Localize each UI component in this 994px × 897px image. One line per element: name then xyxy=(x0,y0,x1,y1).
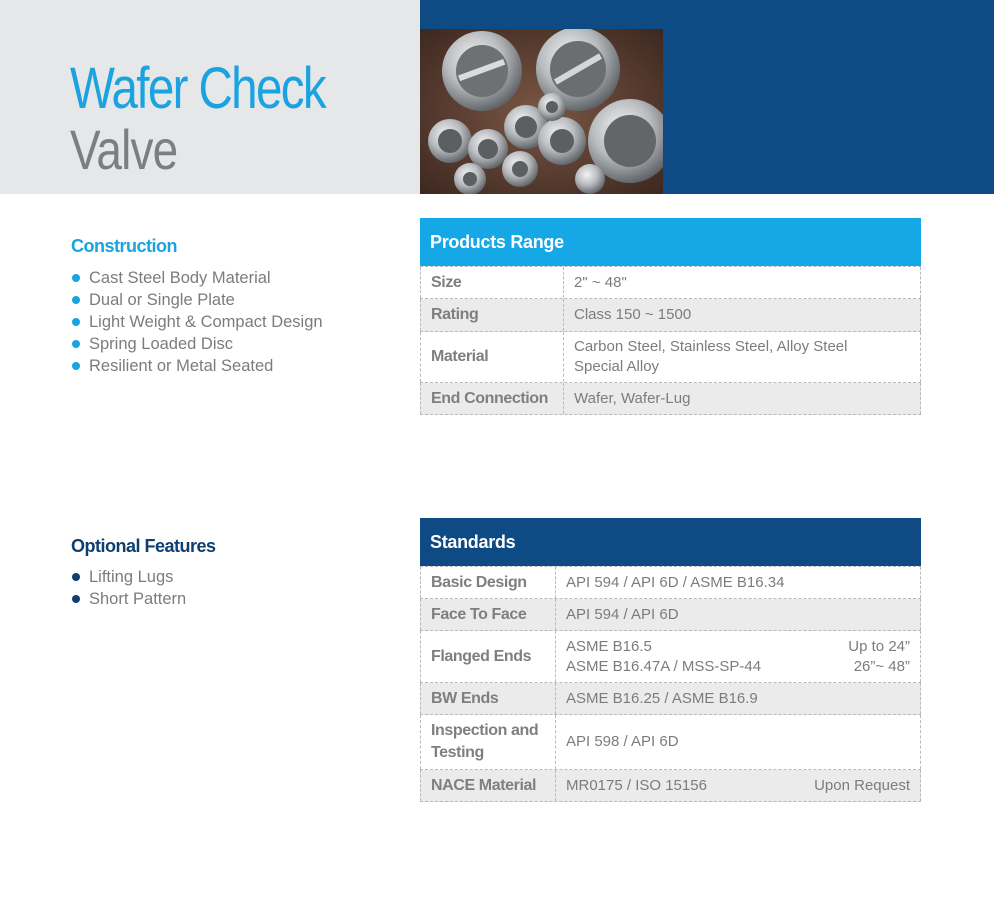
row-value: Carbon Steel, Stainless Steel, Alloy Steel Special Alloy xyxy=(564,332,921,382)
row-value: API 598 / API 6D xyxy=(556,715,921,769)
list-item: Resilient or Metal Seated xyxy=(71,355,323,377)
row-value: Wafer, Wafer-Lug xyxy=(564,383,921,414)
bullet-icon xyxy=(72,573,80,581)
table-row xyxy=(420,566,921,599)
optional-features-heading: Optional Features xyxy=(71,536,216,556)
optional-features-list xyxy=(71,566,186,610)
row-label: Material xyxy=(420,332,564,382)
row-label: Inspection and Testing xyxy=(420,715,556,769)
page-title-line2: Valve xyxy=(70,118,178,181)
row-value: ASME B16.25 / ASME B16.9 xyxy=(556,683,921,714)
row-label: End Connection xyxy=(420,383,564,414)
page-title-line1: Wafer Check xyxy=(70,56,326,121)
table-row xyxy=(420,683,921,715)
table-row xyxy=(420,383,921,415)
row-value: 2" ~ 48" xyxy=(564,267,921,298)
list-item: Short Pattern xyxy=(71,588,186,610)
list-item: Lifting Lugs xyxy=(71,566,186,588)
products-range-heading: Products Range xyxy=(420,218,921,266)
bullet-icon xyxy=(72,340,80,348)
construction-heading: Construction xyxy=(71,236,177,256)
bullet-icon xyxy=(72,274,80,282)
row-label: Size xyxy=(420,267,564,298)
bullet-icon xyxy=(72,318,80,326)
row-value: Class 150 ~ 1500 xyxy=(564,299,921,331)
table-row xyxy=(420,715,921,770)
table-row xyxy=(420,299,921,332)
bullet-icon xyxy=(72,362,80,370)
list-item: Cast Steel Body Material xyxy=(71,267,323,289)
table-row xyxy=(420,770,921,802)
table-row xyxy=(420,631,921,683)
bullet-icon xyxy=(72,595,80,603)
products-range-table xyxy=(420,218,921,415)
row-label: Flanged Ends xyxy=(420,631,556,682)
row-value: API 594 / API 6D xyxy=(556,599,921,630)
standards-table xyxy=(420,518,921,802)
table-row xyxy=(420,266,921,299)
row-label: NACE Material xyxy=(420,770,556,801)
row-label: Rating xyxy=(420,299,564,331)
row-label: Basic Design xyxy=(420,567,556,598)
row-label: Face To Face xyxy=(420,599,556,630)
row-value: API 594 / API 6D / ASME B16.34 xyxy=(556,567,921,598)
construction-list xyxy=(71,267,323,377)
standards-heading: Standards xyxy=(420,518,921,566)
list-item: Light Weight & Compact Design xyxy=(71,311,323,333)
row-value: ASME B16.5 ASME B16.47A / MSS-SP-44 Up to 24” 26”~ 48” xyxy=(556,631,921,682)
product-photo xyxy=(420,29,663,194)
row-value: MR0175 / ISO 15156 Upon Request xyxy=(556,770,921,801)
valves-photo-illustration xyxy=(420,29,663,194)
row-label: BW Ends xyxy=(420,683,556,714)
table-row xyxy=(420,599,921,631)
list-item: Spring Loaded Disc xyxy=(71,333,323,355)
list-item: Dual or Single Plate xyxy=(71,289,323,311)
table-row xyxy=(420,332,921,383)
bullet-icon xyxy=(72,296,80,304)
